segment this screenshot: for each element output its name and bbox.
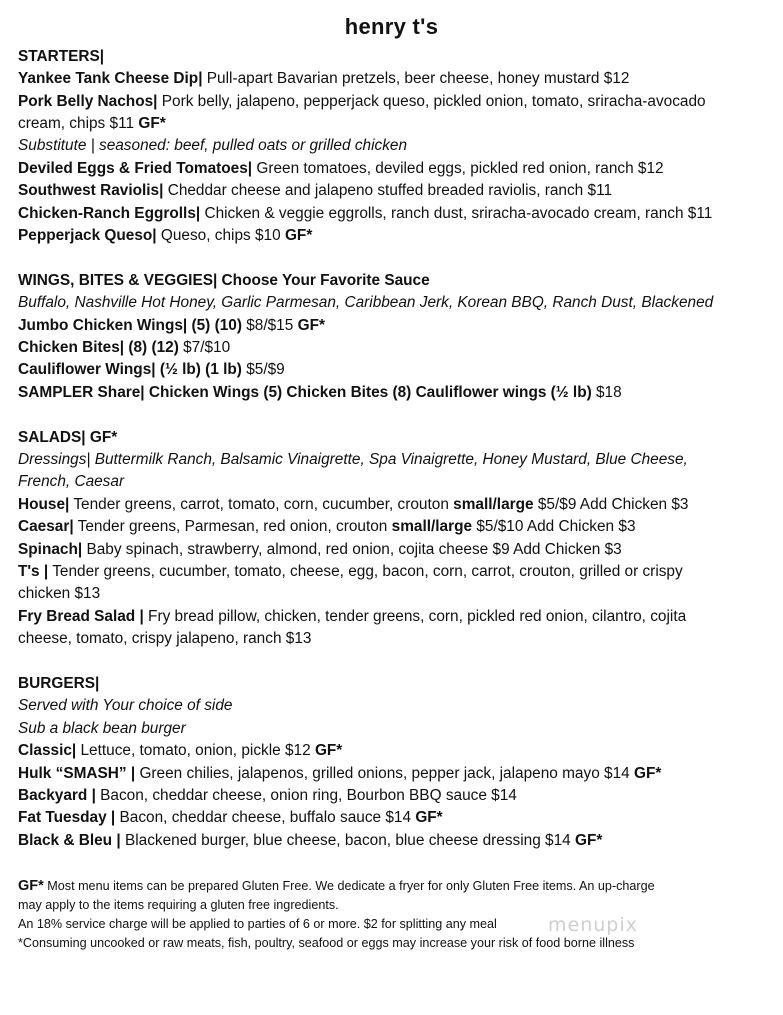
item-desc: Fry bread pillow, chicken, tender greens, corn, pickled red onion, cilantro, cojita	[143, 608, 687, 625]
item-name: Fry Bread Salad |	[18, 608, 144, 625]
menu-item	[18, 158, 664, 180]
item-desc: Green chilies, jalapenos, grilled onions, pepper jack, jalapeno mayo $14	[135, 765, 634, 782]
item-price: $5/$10 Add Chicken $3	[472, 518, 636, 535]
menu-item	[18, 516, 636, 538]
item-desc: Green tomatoes, deviled eggs, pickled red onion, ranch $12	[252, 160, 664, 177]
item-name: Caesar|	[18, 518, 74, 535]
burgers-header: BURGERS|	[18, 675, 100, 692]
service-charge-note: An 18% service charge will be applied to parties of 6 or more. $2 for splitting any meal	[18, 917, 497, 931]
item-name: Hulk “SMASH” |	[18, 765, 136, 782]
item-desc: Cheddar cheese and jalapeno stuffed breaded raviolis, ranch $11	[163, 182, 613, 199]
item-price: $5/$9 Add Chicken $3	[533, 496, 689, 513]
item-desc: Pull-apart Bavarian pretzels, beer cheese, honey mustard $12	[202, 70, 630, 87]
starters-header: STARTERS|	[18, 48, 105, 65]
item-name: Southwest Raviolis|	[18, 182, 164, 199]
gf-badge: GF*	[633, 765, 662, 782]
item-desc: cream, chips $11	[18, 115, 139, 132]
watermark-logo: menupix	[548, 914, 638, 936]
menu-item	[18, 785, 517, 807]
menu-item	[18, 606, 686, 628]
item-name: Fat Tuesday |	[18, 809, 116, 826]
menu-item-continuation: chicken $13	[18, 585, 101, 602]
item-name: Deviled Eggs & Fried Tomatoes|	[18, 160, 253, 177]
size-option: small/large	[453, 496, 534, 513]
menu-item	[18, 382, 622, 404]
menu-item	[18, 337, 230, 359]
item-desc: Blackened burger, blue cheese, bacon, blue cheese dressing $14	[120, 832, 576, 849]
menu-item	[18, 830, 602, 852]
gf-badge: GF*	[415, 809, 443, 826]
menu-item	[18, 807, 443, 829]
section-title: SALADS|	[18, 429, 90, 446]
item-name: House|	[18, 496, 70, 513]
gf-badge: GF*	[297, 317, 325, 334]
gf-footnote-continuation: may apply to the items requiring a gluten free ingredients.	[18, 898, 339, 912]
item-desc: $7/$10	[178, 339, 231, 356]
gf-badge: GF*	[89, 429, 118, 446]
menu-item	[18, 740, 342, 762]
menu-item	[18, 68, 629, 90]
menu-item	[18, 315, 325, 337]
item-name: Classic|	[18, 742, 77, 759]
item-desc: $5/$9	[241, 361, 285, 378]
item-name: SAMPLER Share| Chicken Wings (5) Chicken Bites (8) Cauliflower wings (½ lb)	[18, 384, 592, 401]
dressing-list-continuation: French, Caesar	[18, 473, 125, 490]
item-name: Chicken-Ranch Eggrolls|	[18, 205, 201, 222]
gf-badge: GF*	[18, 878, 44, 894]
item-name: Backyard |	[18, 787, 96, 804]
item-name: Pepperjack Queso|	[18, 227, 157, 244]
item-desc: Bacon, cheddar cheese, onion ring, Bourbon BBQ sauce $14	[95, 787, 517, 804]
sauce-list: Buffalo, Nashville Hot Honey, Garlic Parmesan, Caribbean Jerk, Korean BBQ, Ranch Dust, Blackened	[18, 294, 714, 311]
burger-side-note: Served with Your choice of side	[18, 697, 233, 714]
menu-item	[18, 494, 688, 516]
gf-badge: GF*	[284, 227, 313, 244]
gf-badge: GF*	[314, 742, 343, 759]
item-desc: Tender greens, cucumber, tomato, cheese, egg, bacon, corn, carrot, crouton, grilled or crispy	[48, 563, 683, 580]
menu-item	[18, 203, 712, 225]
item-name: T's |	[18, 563, 49, 580]
wings-header: WINGS, BITES & VEGGIES| Choose Your Favorite Sauce	[18, 272, 430, 289]
burger-sub-note: Sub a black bean burger	[18, 720, 186, 737]
restaurant-title: henry t's	[344, 14, 439, 39]
menu-item	[18, 91, 706, 113]
menu-item	[18, 359, 285, 381]
menu-item-continuation: cheese, tomato, crispy jalapeno, ranch $13	[18, 630, 312, 647]
menu-item-continuation	[18, 113, 166, 135]
item-name: Jumbo Chicken Wings| (5) (10)	[18, 317, 242, 334]
gf-footnote	[18, 877, 655, 895]
gf-badge: GF*	[138, 115, 166, 132]
gf-badge: GF*	[575, 832, 603, 849]
item-desc: Tender greens, carrot, tomato, corn, cucumber, crouton	[69, 496, 454, 513]
item-desc: Pork belly, jalapeno, pepperjack queso, pickled onion, tomato, sriracha-avocado	[157, 93, 706, 110]
dressing-list: Dressings| Buttermilk Ranch, Balsamic Vinaigrette, Spa Vinaigrette, Honey Mustard, Blue Cheese,	[18, 451, 688, 468]
item-name: Black & Bleu |	[18, 832, 121, 849]
menu-item	[18, 763, 661, 785]
salads-header	[18, 427, 117, 449]
item-desc: Queso, chips $10	[156, 227, 285, 244]
item-name: Cauliflower Wings| (½ lb) (1 lb)	[18, 361, 242, 378]
consumer-advisory: *Consuming uncooked or raw meats, fish, poultry, seafood or eggs may increase your risk of food borne illness	[18, 936, 635, 950]
item-name: Chicken Bites| (8) (12)	[18, 339, 179, 356]
item-desc: $18	[591, 384, 622, 401]
item-desc: $8/$15	[241, 317, 298, 334]
menu-item	[18, 225, 312, 247]
item-desc: Lettuce, tomato, onion, pickle $12	[76, 742, 315, 759]
item-desc: Tender greens, Parmesan, red onion, crouton	[73, 518, 392, 535]
menu-item	[18, 561, 683, 583]
item-desc: Baby spinach, strawberry, almond, red onion, cojita cheese $9 Add Chicken $3	[82, 541, 622, 558]
item-name: Spinach|	[18, 541, 83, 558]
item-desc: Bacon, cheddar cheese, buffalo sauce $14	[115, 809, 416, 826]
item-name: Pork Belly Nachos|	[18, 93, 158, 110]
menu-item	[18, 539, 622, 561]
menu-item	[18, 180, 612, 202]
item-name: Yankee Tank Cheese Dip|	[18, 70, 203, 87]
size-option: small/large	[391, 518, 473, 535]
item-desc: Chicken & veggie eggrolls, ranch dust, sriracha-avocado cream, ranch $11	[200, 205, 713, 222]
substitute-note: Substitute | seasoned: beef, pulled oats or grilled chicken	[18, 137, 408, 154]
footnote-text: Most menu items can be prepared Gluten Free. We dedicate a fryer for only Gluten Free items. An up-charge	[43, 879, 655, 893]
